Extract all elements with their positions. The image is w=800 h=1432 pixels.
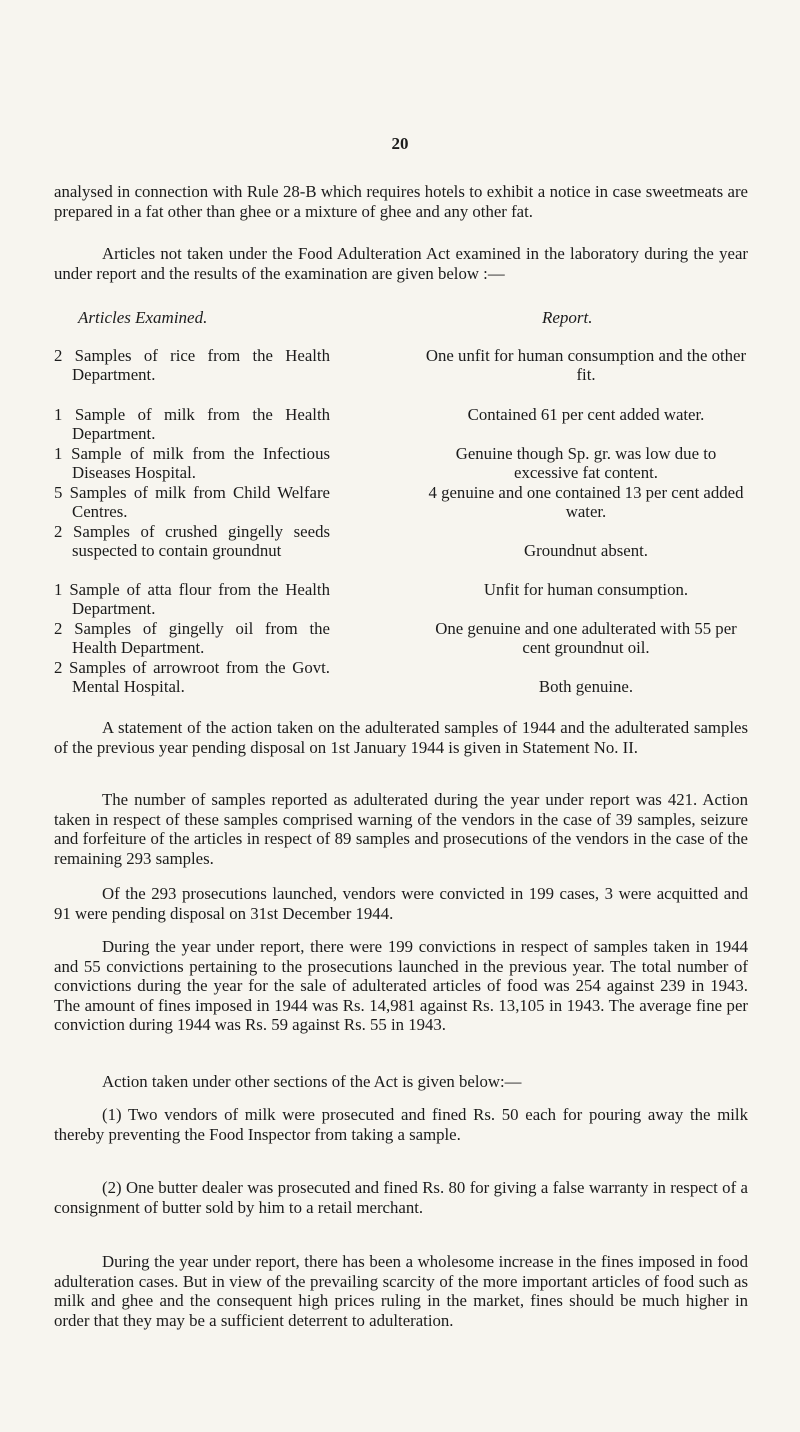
article-examined: 2 Samples of rice from the Health Department. (54, 346, 330, 385)
convictions-paragraph: During the year under report, there were 199 convictions in respect of samples taken in 1944 and 55 convictions pertaining to the prosecutions launched in the previous year. The total number of convictions during the year for the sale of adulterated articles of food was 254 against 239 in 1943. The amount of fines imposed in 1944 was Rs. 14,981 against Rs. 13,105 in 1943. The average fine per conviction during 1944 was Rs. 59 against Rs. 55 in 1943. (54, 937, 748, 1035)
article-examined: 2 Samples of gingelly oil from the Health Department. (54, 619, 330, 658)
article-report: 4 genuine and one contained 13 per cent added water. (428, 483, 744, 522)
intro-paragraph-articles: Articles not taken under the Food Adulteration Act examined in the laboratory during the year under report and the results of the examination are given below :— (54, 244, 748, 283)
article-examined: 5 Samples of milk from Child Welfare Centres. (54, 483, 330, 522)
article-examined: 2 Samples of arrowroot from the Govt. Mental Hospital. (54, 658, 330, 697)
statement-paragraph: A statement of the action taken on the adulterated samples of 1944 and the adulterated samples of the previous year pending disposal on 1st January 1944 is given in Statement No. II. (54, 718, 748, 757)
action-heading: Action taken under other sections of the Act is given below:— (102, 1072, 522, 1091)
article-examined: 2 Samples of crushed gingelly seeds suspected to contain groundnut (54, 522, 330, 561)
article-examined: 1 Sample of atta flour from the Health Department. (54, 580, 330, 619)
conclusion-paragraph: During the year under report, there has been a wholesome increase in the fines imposed in food adulteration cases. But in view of the prevailing scarcity of the more important articles of food such as milk and ghee and the consequent high prices ruling in the market, fines should be much higher in order that they may be a sufficient deterrent to adulteration. (54, 1252, 748, 1330)
page-number: 20 (391, 134, 409, 153)
article-report: Both genuine. (538, 677, 634, 696)
article-examined: 1 Sample of milk from the Health Department. (54, 405, 330, 444)
action-item-1: (1) Two vendors of milk were prosecuted and fined Rs. 50 each for pouring away the milk thereby preventing the Food Inspector from taking a sample. (54, 1105, 748, 1144)
column-header-articles: Articles Examined. (78, 308, 208, 327)
prosecutions-paragraph: Of the 293 prosecutions launched, vendors were convicted in 199 cases, 3 were acquitted and 91 were pending disposal on 31st December 1944. (54, 884, 748, 923)
article-report: Contained 61 per cent added water. (467, 405, 705, 424)
article-report: One unfit for human consumption and the other fit. (425, 346, 747, 385)
article-report: Genuine though Sp. gr. was low due to excessive fat content. (455, 444, 717, 483)
samples-paragraph: The number of samples reported as adulterated during the year under report was 421. Action taken in respect of these samples comprised warning of the vendors in the case of 39 samples, seizure and forfeiture of the articles in respect of 89 samples and prosecutions of the vendors in the case of the remaining 293 samples. (54, 790, 748, 868)
article-report: One genuine and one adulterated with 55 per cent groundnut oil. (435, 619, 737, 658)
column-header-report: Report. (542, 308, 593, 327)
intro-paragraph-continued: analysed in connection with Rule 28-B which requires hotels to exhibit a notice in case sweetmeats are prepared in a fat other than ghee or a mixture of ghee and any other fat. (54, 182, 748, 221)
article-report: Unfit for human consumption. (483, 580, 689, 599)
article-report: Groundnut absent. (524, 541, 648, 560)
action-item-2: (2) One butter dealer was prosecuted and fined Rs. 80 for giving a false warranty in respect of a consignment of butter sold by him to a retail merchant. (54, 1178, 748, 1217)
article-examined: 1 Sample of milk from the Infectious Diseases Hospital. (54, 444, 330, 483)
